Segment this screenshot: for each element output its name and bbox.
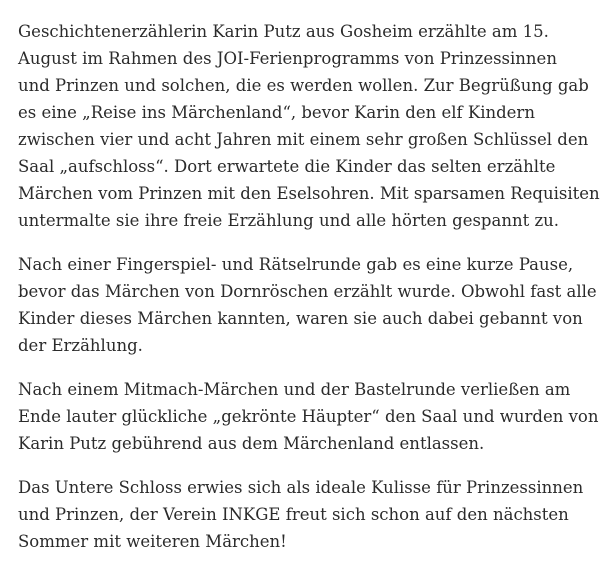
- article-paragraph-2: [18, 251, 597, 359]
- text-line: August im Rahmen des JOI-Ferienprogramms von Prinzessinnen: [18, 49, 557, 68]
- text-line: und Prinzen und solchen, die es werden wollen. Zur Begrüßung gab: [18, 76, 589, 95]
- text-line: Saal „aufschloss“. Dort erwartete die Kinder das selten erzählte: [18, 157, 556, 176]
- text-line: Kinder dieses Märchen kannten, waren sie auch dabei gebannt von: [18, 309, 583, 328]
- text-line: Nach einer Fingerspiel- und Rätselrunde gab es eine kurze Pause,: [18, 255, 574, 274]
- text-line: zwischen vier und acht Jahren mit einem sehr großen Schlüssel den: [18, 130, 589, 149]
- text-line: der Erzählung.: [18, 336, 143, 355]
- article-paragraph-3: [18, 376, 599, 457]
- text-line: untermalte sie ihre freie Erzählung und alle hörten gespannt zu.: [18, 211, 560, 230]
- text-line: es eine „Reise ins Märchenland“, bevor Karin den elf Kindern: [18, 103, 535, 122]
- text-line: Karin Putz gebührend aus dem Märchenland entlassen.: [18, 434, 485, 453]
- text-line: und Prinzen, der Verein INKGE freut sich schon auf den nächsten: [18, 505, 569, 524]
- text-line: Märchen vom Prinzen mit den Eselsohren. Mit sparsamen Requisiten: [18, 184, 600, 203]
- article-paragraph-4: [18, 474, 588, 555]
- text-line: Sommer mit weiteren Märchen!: [18, 532, 287, 551]
- text-line: bevor das Märchen von Dornröschen erzählt wurde. Obwohl fast alle: [18, 282, 597, 301]
- text-line: Geschichtenerzählerin Karin Putz aus Gosheim erzählte am 15.: [18, 22, 549, 41]
- article-paragraph-1: [18, 18, 600, 234]
- text-line: Ende lauter glückliche „gekrönte Häupter“ den Saal und wurden von: [18, 407, 599, 426]
- article-body: [18, 18, 600, 572]
- text-line: Das Untere Schloss erwies sich als ideale Kulisse für Prinzessinnen: [18, 478, 584, 497]
- text-line: Nach einem Mitmach-Märchen und der Bastelrunde verließen am: [18, 380, 571, 399]
